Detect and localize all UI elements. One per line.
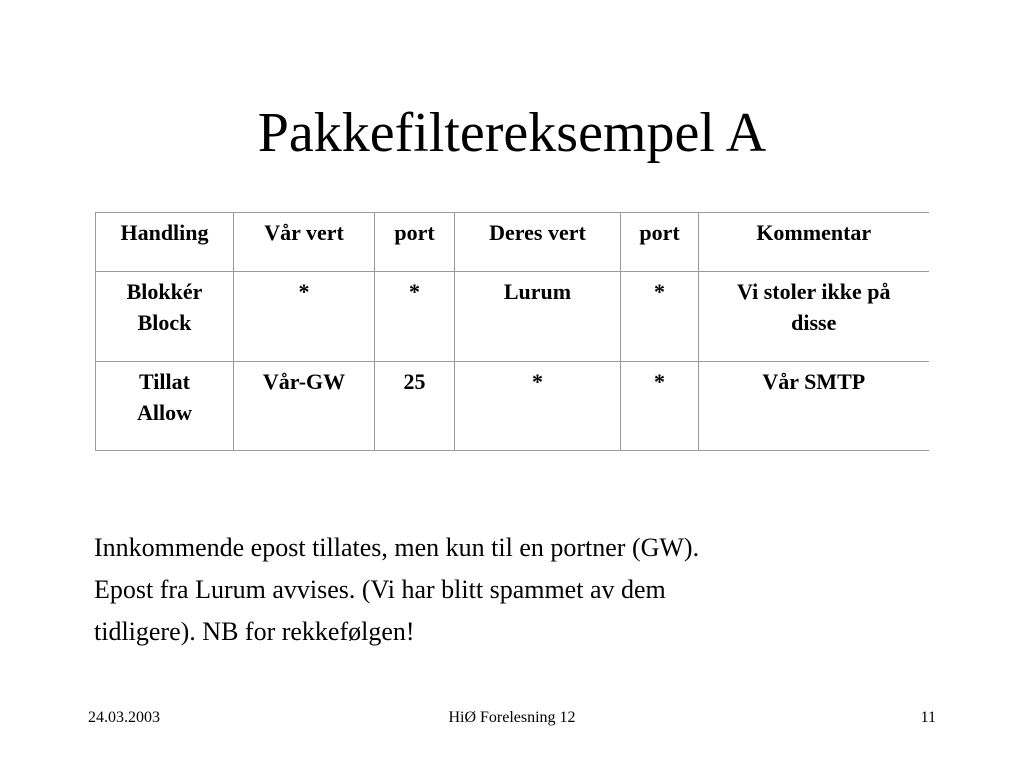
packet-filter-table	[95, 212, 929, 451]
action-label: Tillat	[139, 369, 190, 394]
table-header-row	[96, 213, 929, 272]
table-row	[96, 362, 929, 451]
cell-their-host: Lurum	[455, 272, 621, 362]
comment-line: disse	[791, 310, 837, 335]
footer-date: 24.03.2003	[88, 709, 160, 726]
footer-page-number: 11	[920, 709, 936, 726]
cell-our-port: 25	[375, 362, 455, 451]
body-line: Innkommende epost tillates, men kun til en portner (GW).	[94, 533, 700, 562]
header-our-host: Vår vert	[234, 213, 375, 272]
header-our-port: port	[375, 213, 455, 272]
body-line: tidligere). NB for rekkefølgen!	[94, 617, 415, 646]
comment-line: Vi stoler ikke på	[737, 279, 891, 304]
cell-action	[96, 362, 234, 451]
body-line: Epost fra Lurum avvises. (Vi har blitt spammet av dem	[94, 575, 666, 604]
slide-title: Pakkefiltereksempel A	[257, 102, 767, 164]
action-label-english: Block	[137, 310, 192, 335]
cell-our-host: Vår-GW	[234, 362, 375, 451]
slide-body-text	[94, 527, 944, 653]
cell-our-host: *	[234, 272, 375, 362]
header-their-port: port	[621, 213, 699, 272]
header-comment: Kommentar	[699, 213, 929, 272]
action-label: Blokkér	[126, 279, 203, 304]
header-action: Handling	[96, 213, 234, 272]
cell-our-port: *	[375, 272, 455, 362]
cell-action	[96, 272, 234, 362]
footer-lecture-title: HiØ Forelesning 12	[448, 709, 576, 726]
cell-comment	[699, 362, 929, 451]
action-label-english: Allow	[137, 400, 192, 425]
cell-their-host: *	[455, 362, 621, 451]
table-row	[96, 272, 929, 362]
comment-line: Vår SMTP	[762, 369, 866, 394]
cell-their-port: *	[621, 362, 699, 451]
cell-comment	[699, 272, 929, 362]
cell-their-port: *	[621, 272, 699, 362]
header-their-host: Deres vert	[455, 213, 621, 272]
